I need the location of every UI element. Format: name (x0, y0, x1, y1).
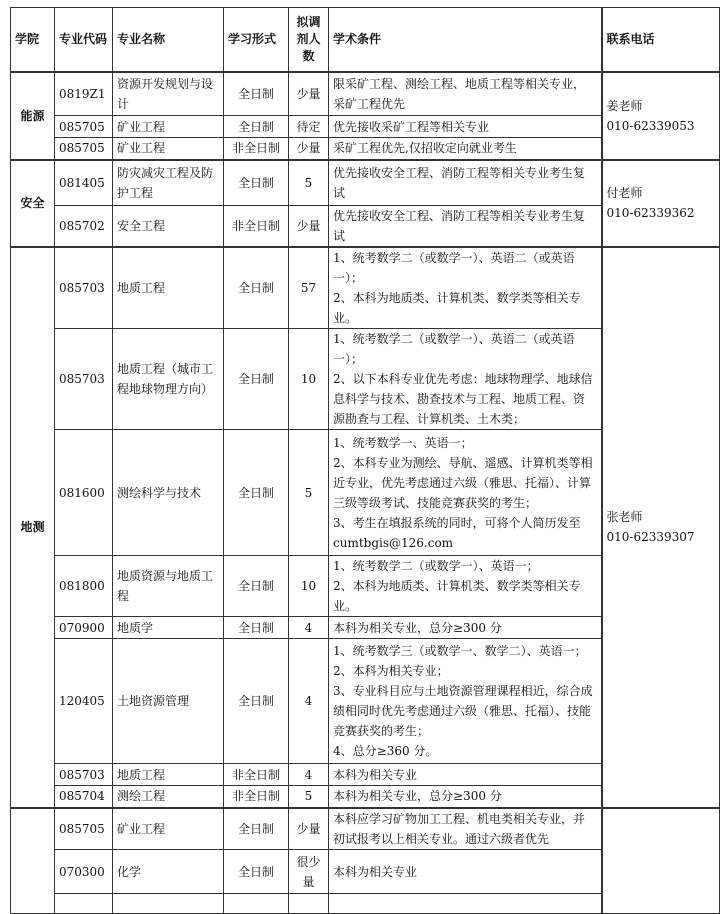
mode-cell: 全日制 (224, 116, 289, 138)
code-cell: 085703 (55, 247, 113, 329)
count-cell: 4 (289, 639, 329, 764)
mode-cell: 全日制 (224, 639, 289, 764)
major-cell: 地质工程 (113, 764, 224, 786)
requirement-cell: 本科应学习矿物加工工程、机电类相关专业，并初试报考以上相关专业。通过六级者优先 (329, 808, 602, 850)
requirement-cell: 本科为相关专业 (329, 850, 602, 894)
major-cell: 地质资源与地质工程 (113, 556, 224, 617)
contact-cell (602, 247, 720, 808)
major-cell: 地质工程 (113, 247, 224, 329)
requirement-cell: 本科为相关专业，总分≥300 分 (329, 786, 602, 808)
major-cell: 测绘科学与技术 (113, 430, 224, 556)
college-cell (11, 808, 55, 914)
requirement-line: 1、统考数学一、英语一； (333, 435, 473, 450)
requirement-cell: 本科为相关专业，总分≥300 分 (329, 617, 602, 639)
mode-cell: 全日制 (224, 556, 289, 617)
requirement-line: 2、本科为地质类、计算机类、数学类等相关专业。 (333, 579, 581, 613)
requirement-cell (329, 329, 602, 430)
code-cell: 081405 (55, 160, 113, 206)
requirement-cell: 优先接收安全工程、消防工程等相关专业考生复试 (329, 160, 602, 206)
mode-cell (224, 894, 289, 914)
count-cell: 少量 (289, 138, 329, 160)
code-cell: 085705 (55, 808, 113, 850)
mode-cell: 全日制 (224, 329, 289, 430)
header-count: 拟调剂人数 (289, 8, 329, 72)
header-major: 专业名称 (113, 8, 224, 72)
code-cell: 085704 (55, 786, 113, 808)
count-cell: 10 (289, 556, 329, 617)
count-cell: 57 (289, 247, 329, 329)
code-cell: 085702 (55, 206, 113, 248)
count-cell: 5 (289, 786, 329, 808)
requirement-line: 4、总分≥360 分。 (333, 744, 438, 758)
requirement-cell: 优先接收安全工程、消防工程等相关专业考生复试 (329, 206, 602, 248)
contact-name: 付老师 (606, 186, 643, 201)
requirement-line: 1、统考数学二（或数学一）、英语二（或英语一）； (333, 332, 575, 366)
table-row (11, 247, 720, 329)
count-cell: 5 (289, 430, 329, 556)
count-cell: 4 (289, 617, 329, 639)
count-cell: 待定 (289, 116, 329, 138)
requirement-cell: 采矿工程优先,仅招收定向就业考生 (329, 138, 602, 160)
contact-phone: 010-62339362 (606, 206, 695, 221)
contact-cell (602, 160, 720, 248)
major-cell: 矿业工程 (113, 138, 224, 160)
requirement-cell (329, 430, 602, 556)
adjustment-table (10, 7, 720, 914)
header-requirement: 学术条件 (329, 8, 602, 72)
code-cell: 085705 (55, 138, 113, 160)
count-cell: 少量 (289, 72, 329, 116)
requirement-line: 2、本科为相关专业； (333, 664, 449, 678)
requirement-line: 2、以下本科专业优先考虑：地球物理学、地球信息科学与技术、勘查技术与工程、地质工程、资源勘查与工程、计算机类、土木类； (333, 372, 593, 426)
mode-cell: 全日制 (224, 247, 289, 329)
major-cell: 矿业工程 (113, 116, 224, 138)
mode-cell: 全日制 (224, 430, 289, 556)
header-row (11, 8, 720, 72)
major-cell: 地质学 (113, 617, 224, 639)
mode-cell: 非全日制 (224, 786, 289, 808)
count-cell: 很少量 (289, 850, 329, 894)
header-college: 学院 (11, 8, 55, 72)
requirement-line: 1、统考数学三（或数学一、数学二）、英语一； (333, 644, 587, 658)
major-cell (113, 894, 224, 914)
requirement-line: 3、考生在填报系统的同时，可将个人简历发至cumtbgis@126.com (333, 515, 581, 550)
code-cell: 070300 (55, 850, 113, 894)
code-cell: 085703 (55, 329, 113, 430)
count-cell: 10 (289, 329, 329, 430)
requirement-line: 3、专业科目应与土地资源管理课程相近，综合成绩相同时优先考虑通过六级（雅思、托福）、技能竞赛获奖的考生； (333, 684, 593, 738)
requirement-cell: 本科为相关专业 (329, 764, 602, 786)
mode-cell: 全日制 (224, 160, 289, 206)
mode-cell: 全日制 (224, 808, 289, 850)
table-row (11, 160, 720, 206)
major-cell: 资源开发规划与设计 (113, 72, 224, 116)
mode-cell: 全日制 (224, 617, 289, 639)
code-cell: 070900 (55, 617, 113, 639)
requirement-cell: 限采矿工程、测绘工程、地质工程等相关专业，采矿工程优先 (329, 72, 602, 116)
table-row (11, 808, 720, 850)
college-cell: 安全 (11, 160, 55, 248)
count-cell: 少量 (289, 808, 329, 850)
contact-phone: 010-62339307 (606, 530, 695, 545)
count-cell: 少量 (289, 206, 329, 248)
major-cell: 地质工程（城市工程地球物理方向） (113, 329, 224, 430)
contact-phone: 010-62339053 (606, 118, 695, 133)
college-cell: 地测 (11, 247, 55, 808)
header-contact: 联系电话 (602, 8, 720, 72)
major-cell: 安全工程 (113, 206, 224, 248)
requirement-cell (329, 639, 602, 764)
count-cell: 5 (289, 160, 329, 206)
major-cell: 土地资源管理 (113, 639, 224, 764)
code-cell: 120405 (55, 639, 113, 764)
code-cell: 085703 (55, 764, 113, 786)
college-cell: 能源 (11, 72, 55, 160)
code-cell: 0819Z1 (55, 72, 113, 116)
mode-cell: 全日制 (224, 72, 289, 116)
mode-cell: 全日制 (224, 850, 289, 894)
major-cell: 测绘工程 (113, 786, 224, 808)
requirement-line: 2、本科专业为测绘、导航、遥感、计算机类等相近专业，优先考虑通过六级（雅思、托福）、计算三级等级考试、技能竞赛获奖的考生； (333, 455, 593, 510)
requirement-cell (329, 556, 602, 617)
count-cell (289, 894, 329, 914)
requirement-line: 2、本科为地质类、计算机类、数学类等相关专业。 (333, 291, 581, 325)
mode-cell: 非全日制 (224, 138, 289, 160)
mode-cell: 非全日制 (224, 764, 289, 786)
requirement-line: 1、统考数学二（或数学一）、英语一； (333, 559, 539, 573)
mode-cell: 非全日制 (224, 206, 289, 248)
contact-cell (602, 808, 720, 914)
requirement-line: 1、统考数学二（或数学一）、英语二（或英语一）； (333, 251, 575, 285)
contact-name: 姜老师 (606, 98, 643, 113)
requirement-cell: 优先接收采矿工程等相关专业 (329, 116, 602, 138)
requirement-cell (329, 247, 602, 329)
header-mode: 学习形式 (224, 8, 289, 72)
contact-name: 张老师 (606, 510, 643, 525)
major-cell: 矿业工程 (113, 808, 224, 850)
code-cell: 081800 (55, 556, 113, 617)
table-row (11, 72, 720, 116)
major-cell: 防灾减灾工程及防护工程 (113, 160, 224, 206)
requirement-cell (329, 894, 602, 914)
contact-cell (602, 72, 720, 160)
code-cell: 085705 (55, 116, 113, 138)
count-cell: 4 (289, 764, 329, 786)
code-cell (55, 894, 113, 914)
header-code: 专业代码 (55, 8, 113, 72)
code-cell: 081600 (55, 430, 113, 556)
major-cell: 化学 (113, 850, 224, 894)
